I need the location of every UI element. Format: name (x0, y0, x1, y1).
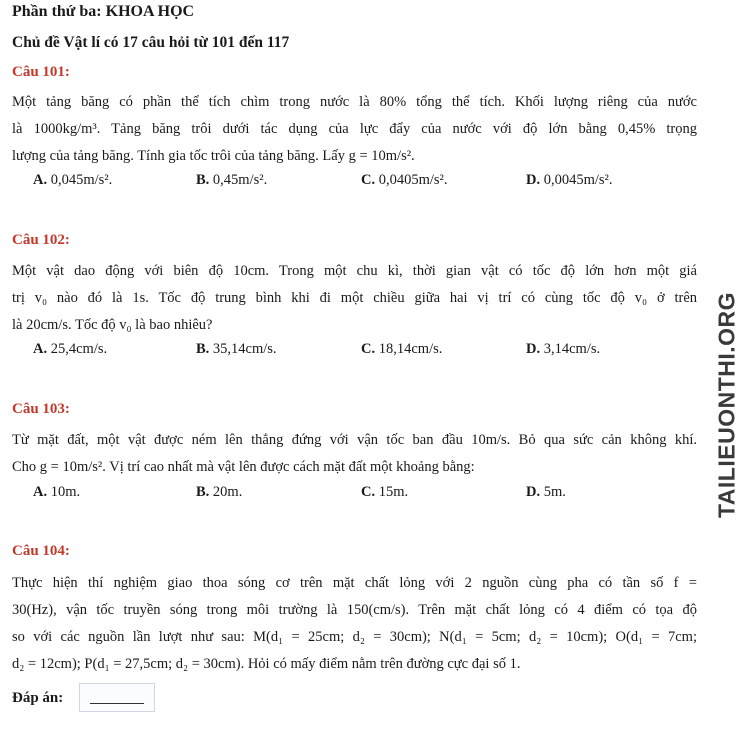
question-text-103 (12, 427, 697, 481)
options-101 (33, 172, 693, 194)
option-letter: A. (33, 484, 48, 500)
options-103 (33, 484, 693, 506)
question-line: Một vật dao động với biên độ 10cm. Trong một chu kì, thời gian vật có tốc độ lớn hơn một giá (12, 263, 697, 279)
answer-input[interactable] (79, 683, 155, 712)
option-text: 0,0405m/s². (378, 172, 448, 188)
question-line: Thực hiện thí nghiệm giao thoa sóng cơ trên mặt chất lỏng với 2 nguồn cùng pha có tần số f = (12, 575, 697, 591)
option-letter: D. (526, 341, 541, 357)
option-text: 5m. (543, 484, 566, 500)
option-text: 15m. (378, 484, 409, 500)
option-c[interactable] (361, 172, 448, 189)
option-text: 35,14cm/s. (212, 341, 277, 357)
question-label-101: Câu 101: (12, 64, 70, 80)
option-d[interactable] (526, 172, 613, 189)
watermark-text: TAILIEUONTHI.ORG (713, 291, 740, 519)
question-text-102 (12, 258, 697, 339)
option-b[interactable] (196, 341, 277, 358)
option-text: 25,4cm/s. (50, 341, 108, 357)
question-label-104: Câu 104: (12, 543, 70, 559)
question-line: trị v₀ nào đó là 1s. Tốc độ trung bình khi đi một chiều giữa hai vị trí có cùng tốc độ v₀ ở trên (12, 290, 697, 306)
question-label-103: Câu 103: (12, 401, 70, 417)
option-a[interactable] (33, 484, 80, 501)
part-title: Phần thứ ba: KHOA HỌC (12, 3, 195, 20)
question-label-102: Câu 102: (12, 232, 70, 248)
option-a[interactable] (33, 172, 112, 189)
question-line: Một tảng băng có phần thể tích chìm trong nước là 80% tổng thể tích. Khối lượng riêng của nước (12, 94, 697, 110)
option-text: 20m. (212, 484, 243, 500)
question-line: là 1000kg/m³. Tảng băng trôi dưới tác dụng của lực đẩy của nước với độ lớn bằng 0,45% trọng (12, 121, 697, 137)
option-text: 10m. (50, 484, 81, 500)
option-letter: D. (526, 484, 541, 500)
question-text-104 (12, 570, 697, 678)
option-text: 18,14cm/s. (378, 341, 443, 357)
option-d[interactable] (526, 484, 566, 501)
option-letter: B. (196, 484, 210, 500)
option-text: 0,045m/s². (50, 172, 113, 188)
option-b[interactable] (196, 172, 267, 189)
option-letter: C. (361, 484, 376, 500)
option-a[interactable] (33, 341, 107, 358)
question-line: lượng của tảng băng. Tính gia tốc trôi của tảng băng. Lấy g = 10m/s². (12, 148, 415, 164)
option-d[interactable] (526, 341, 600, 358)
option-c[interactable] (361, 484, 408, 501)
question-text-101 (12, 89, 697, 170)
option-text: 3,14cm/s. (543, 341, 601, 357)
topic-title: Chủ đề Vật lí có 17 câu hỏi từ 101 đến 117 (12, 34, 290, 51)
option-c[interactable] (361, 341, 442, 358)
option-text: 0,0045m/s². (543, 172, 613, 188)
answer-blank-line (90, 703, 144, 704)
option-letter: B. (196, 341, 210, 357)
question-line: so với các nguồn lần lượt như sau: M(d₁ = 25cm; d₂ = 30cm); N(d₁ = 5cm; d₂ = 10cm); O(d₁ = 7cm; (12, 629, 697, 645)
option-letter: C. (361, 172, 376, 188)
options-102 (33, 341, 693, 363)
question-line: Từ mặt đất, một vật được ném lên thẳng đứng với vận tốc ban đầu 10m/s. Bỏ qua sức cản không khí. (12, 432, 697, 448)
option-letter: A. (33, 341, 48, 357)
question-line: 30(Hz), vận tốc truyền sóng trong môi trường là 150(cm/s). Trên mặt chất lỏng có 4 điểm có tọa độ (12, 602, 697, 618)
watermark (707, 280, 747, 530)
question-line: d₂ = 12cm); P(d₁ = 27,5cm; d₂ = 30cm). Hỏi có mấy điểm nằm trên đường cực đại số 1. (12, 656, 521, 672)
option-letter: C. (361, 341, 376, 357)
option-letter: D. (526, 172, 541, 188)
option-letter: A. (33, 172, 48, 188)
answer-label: Đáp án: (12, 690, 64, 706)
option-letter: B. (196, 172, 210, 188)
question-line: là 20cm/s. Tốc độ v₀ là bao nhiêu? (12, 317, 213, 333)
option-b[interactable] (196, 484, 242, 501)
question-line: Cho g = 10m/s². Vị trí cao nhất mà vật lên được cách mặt đất một khoảng bằng: (12, 459, 475, 475)
option-text: 0,45m/s². (212, 172, 268, 188)
